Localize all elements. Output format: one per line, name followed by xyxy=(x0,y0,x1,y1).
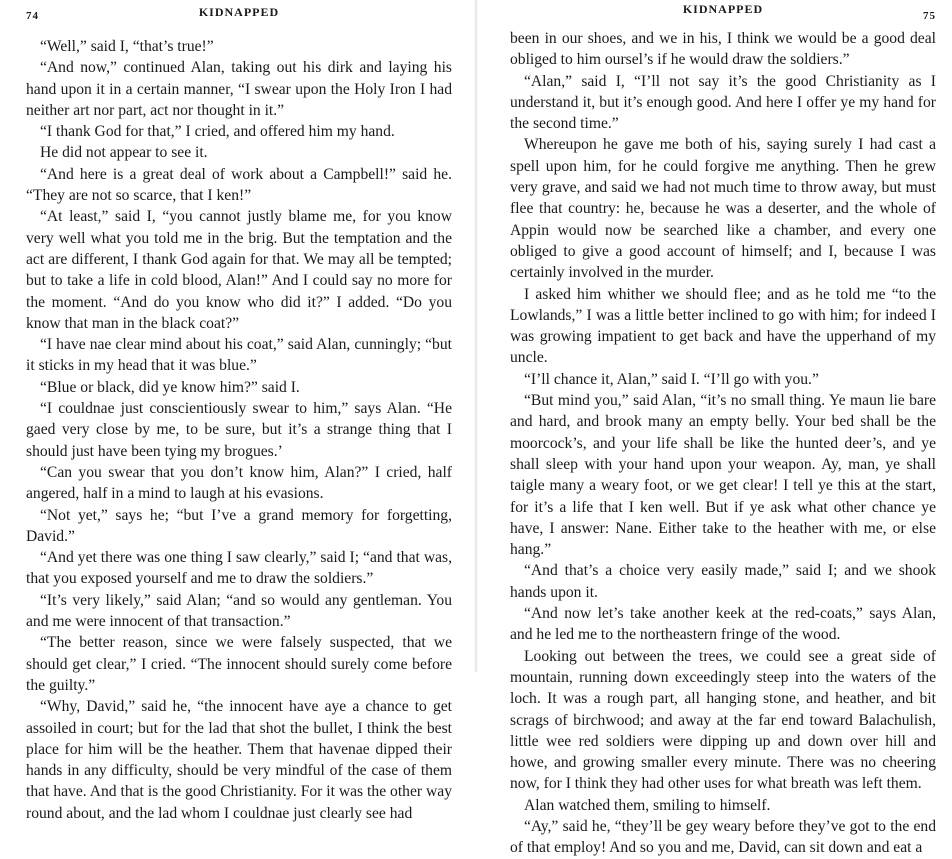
paragraph: Alan watched them, smiling to himself. xyxy=(524,796,771,814)
paragraph: “I couldnae just conscientiously swear to him,” says Alan. “He gaed very close by me, to be sure, but it’s a strange thing that I should just have been tying my brogues.’ xyxy=(26,400,452,460)
left-page-header xyxy=(26,0,452,36)
paragraph: “And now let’s take another keek at the red-coats,” says Alan, and he led me to the northeastern fringe of the wood. xyxy=(510,605,936,644)
right-page-number: 75 xyxy=(923,10,936,22)
paragraph: “Blue or black, did ye know him?” said I. xyxy=(40,378,300,396)
paragraph: “The better reason, since we were falsely suspected, that we should get clear,” I cried. “The innocent should surely come before the guilty.” xyxy=(26,634,452,694)
paragraph: Whereupon he gave me both of his, saying surely I had cast a spell upon him, for he could forgive me anything. Then he grew very grave, and said we had not much time to throw away, but must flee that country: he, because he was a deserter, and the whole of Appin would now be searched like a chamber, and every one obliged to give a good account of himself; and I, because I was certainly involved in the murder. xyxy=(510,136,936,282)
paragraph: “Can you swear that you don’t know him, Alan?” I cried, half angered, half in a mind to laugh at his evasions. xyxy=(26,463,452,503)
paragraph: “It’s very likely,” said Alan; “and so would any gentleman. You and me were innocent of that transaction.” xyxy=(26,591,452,631)
paragraph: “Why, David,” said he, “the innocent have aye a chance to get assoiled in court; but for the lad that shot the bullet, I think the best place for him will be the heather. Them that havenae dipped their hands in any difficulty, should be very mindful of the case of them that have. And that is the good Christianity. For it was the other way round about, and the lad whom I couldnae just clearly see had xyxy=(26,698,452,822)
paragraph: “And here is a great deal of work about a Campbell!” said he. “They are not so scarce, that I ken!” xyxy=(26,165,452,205)
right-page-header xyxy=(510,0,936,28)
paragraph: “And that’s a choice very easily made,” said I; and we shook hands upon it. xyxy=(510,562,936,601)
paragraph: “And yet there was one thing I saw clearly,” said I; “and that was, that you exposed yourself and me to draw the soldiers.” xyxy=(26,549,452,588)
paragraph: “I have nae clear mind about his coat,” said Alan, cunningly; “but it sticks in my head that it was blue.” xyxy=(26,336,452,375)
paragraph: “Well,” said I, “that’s true!” xyxy=(40,38,214,55)
right-page xyxy=(476,0,952,857)
paragraph: I asked him whither we should flee; and as he told me “to the Lowlands,” I was a little better inclined to go with him; for indeed I was growing impatient to get back and have the upperhand of my uncle. xyxy=(510,285,936,367)
left-page xyxy=(0,0,476,822)
paragraph: Looking out between the trees, we could see a great side of mountain, running down exceedingly steep into the waters of the loch. It was a rough part, all hanging stone, and heather, and bit scrags of birchwood; and away at the far end toward Balachulish, little wee red soldiers were dipping up and down over hill and howe, and growing smaller every minute. There was no cheering now, for I think they had other uses for what breath was left them. xyxy=(510,647,936,793)
paragraph: “Ay,” said he, “they’ll be gey weary before they’ve got to the end of that employ! And so you and me, David, can sit down and eat a xyxy=(510,817,936,857)
paragraph: “Alan,” said I, “I’ll not say it’s the good Christianity as I understand it, but it’s enough good. And here I offer ye my hand for the second time.” xyxy=(510,72,936,133)
paragraph: “Not yet,” says he; “but I’ve a grand memory for forgetting, David.” xyxy=(26,506,452,545)
left-running-title: KIDNAPPED xyxy=(198,5,280,19)
left-page-body xyxy=(26,36,452,824)
left-page-number: 74 xyxy=(26,10,39,22)
paragraph: “At least,” said I, “you cannot justly blame me, for you know very well what you told me in the brig. But the temptation and the act are different, I thank God again for that. We may all be tempted; but to take a life in cold blood, Alan!” And I could say no more for the moment. “And do you know who did it?” I added. “Do you know that man in the black coat?” xyxy=(26,208,452,332)
paragraph: “But mind you,” said Alan, “it’s no small thing. Ye maun lie bare and hard, and brook many an empty belly. Your bed shall be the moorcock’s, and your life shall be like the hunted deer’s, and ye shall sleep with your hand upon your weapon. Ay, man, ye shall taigle many a weary foot, or we get clear! I tell ye this at the start, for it’s a life that I ken well. But if ye ask what other chance ye have, I answer: Nane. Either take to the heather with me, or else hang.” xyxy=(510,392,936,559)
right-running-title: KIDNAPPED xyxy=(682,2,764,16)
paragraph: “I thank God for that,” I cried, and offered him my hand. xyxy=(40,123,395,141)
paragraph: “And now,” continued Alan, taking out his dirk and laying his hand upon it in a certain manner, “I swear upon the Holy Iron I had neither art nor part, act nor thought in it.” xyxy=(26,59,452,119)
continued-paragraph: been in our shoes, and we in his, I think we would be a good deal obliged to him oursel’s if he would draw the soldiers.” xyxy=(510,30,936,69)
right-page-body xyxy=(510,28,936,859)
paragraph: “I’ll chance it, Alan,” said I. “I’ll go with you.” xyxy=(524,370,819,388)
paragraph: He did not appear to see it. xyxy=(40,144,208,162)
